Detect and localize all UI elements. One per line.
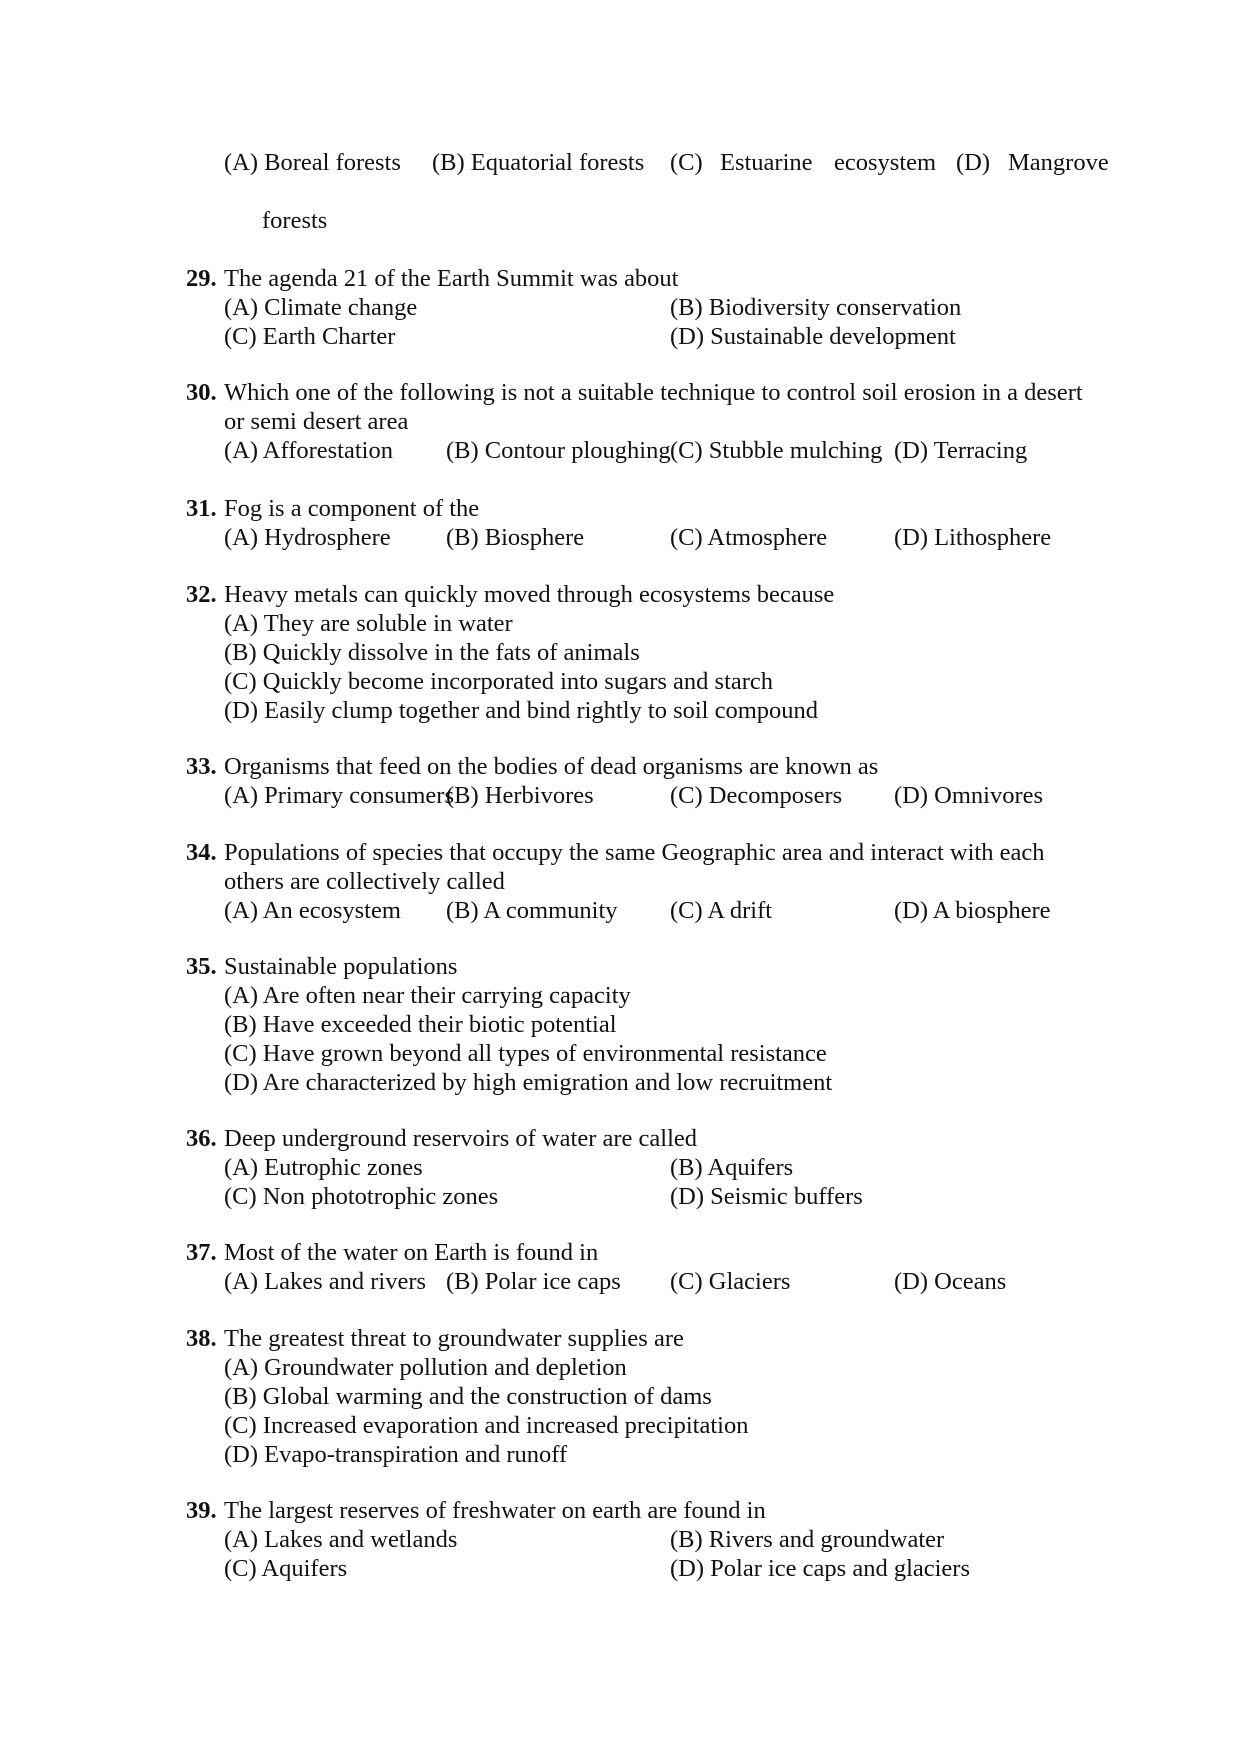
option-d: (D) Terracing: [894, 437, 1028, 464]
option: (A) Boreal forests: [224, 149, 401, 176]
question-37: [186, 1238, 1086, 1296]
question-number: 36.: [186, 1125, 217, 1152]
option-d: (D) Easily clump together and bind rightly to soil compound: [224, 697, 819, 724]
question-32: [186, 580, 1086, 725]
option: (B) Equatorial forests: [432, 149, 645, 176]
option-a: (A) They are soluble in water: [224, 610, 513, 637]
option-d: (D) Oceans: [894, 1268, 1007, 1295]
option-b: (B) Biodiversity conservation: [670, 294, 962, 321]
option-d: (D) Are characterized by high emigration and low recruitment: [224, 1069, 833, 1096]
option-d: (D) Polar ice caps and glaciers: [670, 1555, 970, 1582]
option-d: (D) Omnivores: [894, 782, 1044, 809]
option-c: (C) Have grown beyond all types of environmental resistance: [224, 1040, 827, 1067]
option-d: (D) A biosphere: [894, 897, 1051, 924]
question-text: Most of the water on Earth is found in: [224, 1239, 599, 1266]
option-word: Estuarine: [720, 149, 813, 176]
option-c: (C) Earth Charter: [224, 323, 396, 350]
question-number: 37.: [186, 1239, 217, 1266]
option-a: (A) Lakes and wetlands: [224, 1526, 458, 1553]
option-a: (A) Lakes and rivers: [224, 1268, 427, 1295]
question-text: Which one of the following is not a suitable technique to control soil erosion in a desert or semi desert area: [224, 379, 1083, 435]
option-c: (C) A drift: [670, 897, 773, 924]
question-text: Populations of species that occupy the same Geographic area and interact with each others are collectively called: [224, 839, 1045, 895]
option-b: (B) Quickly dissolve in the fats of animals: [224, 639, 640, 666]
question-text: The largest reserves of freshwater on earth are found in: [224, 1497, 766, 1524]
question-35: [186, 952, 1086, 1097]
option-b: (B) Polar ice caps: [446, 1268, 621, 1295]
question-38: [186, 1324, 1086, 1469]
option-c: (C) Decomposers: [670, 782, 843, 809]
option-a: (A) Afforestation: [224, 437, 393, 464]
option-b: (B) A community: [446, 897, 618, 924]
question-number: 35.: [186, 953, 217, 980]
option-a: (A) Are often near their carrying capacity: [224, 982, 631, 1009]
option-b: (B) Rivers and groundwater: [670, 1526, 945, 1553]
option-c: (C) Increased evaporation and increased precipitation: [224, 1412, 749, 1439]
question-33: [186, 752, 1086, 810]
option-a: (A) Primary consumers: [224, 782, 454, 809]
question-number: 33.: [186, 753, 217, 780]
option-a: (A) An ecosystem: [224, 897, 401, 924]
option-b: (B) Biosphere: [446, 524, 585, 551]
option-c: (C) Quickly become incorporated into sugars and starch: [224, 668, 774, 695]
option-c: (C) Glaciers: [670, 1268, 791, 1295]
option-b: (B) Have exceeded their biotic potential: [224, 1011, 617, 1038]
question-36: [186, 1124, 1086, 1211]
question-number: 30.: [186, 379, 217, 406]
question-text: Organisms that feed on the bodies of dead organisms are known as: [224, 753, 879, 780]
option-a: (A) Climate change: [224, 294, 418, 321]
option-c: (C) Atmosphere: [670, 524, 828, 551]
option-d: (D) Seismic buffers: [670, 1183, 863, 1210]
option-b: (B) Herbivores: [446, 782, 594, 809]
option-b: (B) Global warming and the construction of dams: [224, 1383, 712, 1410]
question-text: Deep underground reservoirs of water are called: [224, 1125, 698, 1152]
question-34: [186, 838, 1086, 925]
option-a: (A) Eutrophic zones: [224, 1154, 423, 1181]
question-number: 39.: [186, 1497, 217, 1524]
option-b: (B) Contour ploughing: [446, 437, 671, 464]
option-label: (D): [956, 149, 991, 176]
question-number: 38.: [186, 1325, 217, 1352]
question-number: 32.: [186, 581, 217, 608]
option-word: ecosystem: [834, 149, 937, 176]
question-31: [186, 494, 1086, 552]
option-label: (C): [670, 149, 703, 176]
question-number: 31.: [186, 495, 217, 522]
option-d: (D) Sustainable development: [670, 323, 956, 350]
question-text: The greatest threat to groundwater supplies are: [224, 1325, 684, 1352]
question-number: 34.: [186, 839, 217, 866]
q28-options-continued: [224, 148, 1124, 178]
question-39: [186, 1496, 1086, 1583]
question-text: The agenda 21 of the Earth Summit was about: [224, 265, 679, 292]
option-d: (D) Lithosphere: [894, 524, 1052, 551]
option-c: (C) Stubble mulching: [670, 437, 883, 464]
option-word: Mangrove: [1008, 149, 1109, 176]
question-text: Heavy metals can quickly moved through ecosystems because: [224, 581, 835, 608]
option-d: (D) Evapo-transpiration and runoff: [224, 1441, 568, 1468]
q28-options-tail: forests: [262, 207, 328, 234]
question-30: [186, 378, 1086, 465]
option-c: (C) Non phototrophic zones: [224, 1183, 499, 1210]
question-text: Fog is a component of the: [224, 495, 480, 522]
question-number: 29.: [186, 265, 217, 292]
option-b: (B) Aquifers: [670, 1154, 794, 1181]
question-text: Sustainable populations: [224, 953, 458, 980]
option-a: (A) Hydrosphere: [224, 524, 391, 551]
option-a: (A) Groundwater pollution and depletion: [224, 1354, 627, 1381]
option-c: (C) Aquifers: [224, 1555, 348, 1582]
question-29: [186, 264, 1086, 351]
